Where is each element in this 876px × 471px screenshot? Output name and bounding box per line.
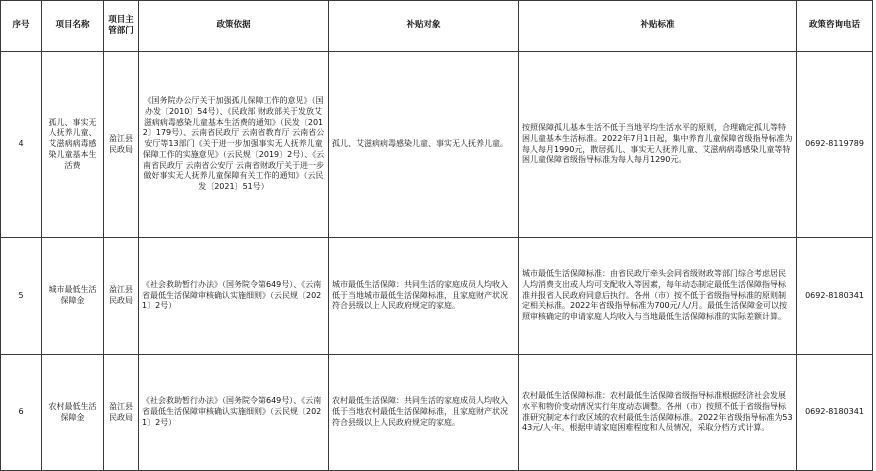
row-policy-basis: 《社会救助暂行办法》（国务院令第649号）、《云南省最低生活保障审核确认实施细则》（云民规〔2021〕2号） [139, 238, 329, 355]
row-department: 盈江县民政局 [104, 52, 139, 238]
row-department: 盈江县民政局 [104, 238, 139, 355]
table-header-row [1, 1, 873, 52]
header-no: 序号 [1, 1, 42, 52]
row-subsidy-standard: 按照保障孤儿基本生活不低于当地平均生活水平的原则，合理确定孤儿等特困儿童基本生活标准。2022年7月1日起，集中养育儿童保障省级指导标准为每人每月1990元，散居孤儿、事实无人抚养儿童、艾滋病病毒感染儿童等特困儿童保障省级指导标准为每人每月1290元。 [519, 52, 797, 238]
header-phone: 政策咨询电话 [797, 1, 873, 52]
header-dept: 项目主管部门 [104, 1, 139, 52]
row-policy-basis: 《国务院办公厅关于加强孤儿保障工作的意见》（国办发〔2010〕54号）、《民政部 财政部关于发放艾滋病病毒感染儿童基本生活费的通知》（民发〔2012〕179号）、云南省民政厅 云南省教育厅 云南省公安厅等13部门《关于进一步加强事实无人抚养儿童保障工作的实施意见》（云民规〔2019〕2号）、《云南省民政厅 云南省公安厅 云南省财政厅关于进一步做好事实无人抚养儿童保障有关工作的通知》（云民发〔2021〕51号） [139, 52, 329, 238]
header-standard: 补贴标准 [519, 1, 797, 52]
row-project-name: 城市最低生活保障金 [42, 238, 104, 355]
row-no: 4 [1, 52, 42, 238]
row-policy-basis: 《社会救助暂行办法》（国务院令第649号）、《云南省最低生活保障审核确认实施细则》（云民规〔2021〕2号） [139, 355, 329, 471]
header-name: 项目名称 [42, 1, 104, 52]
row-subsidy-standard: 农村最低生活保障标准：农村最低生活保障省级指导标准根据经济社会发展水平和物价变动情况实行年度动态调整。各州（市）按照不低于省级指导标准研究制定本行政区域的农村最低生活保障标准。2022年省级指导标准为5343元/人·年。根据申请家庭困难程度和人员情况，采取分档方式计算。 [519, 355, 797, 471]
row-subsidy-target: 农村最低生活保障：共同生活的家庭成员人均收入低于当地农村最低生活保障标准，且家庭财产状况符合县级以上人民政府规定的家庭。 [329, 355, 519, 471]
row-no: 5 [1, 238, 42, 355]
row-subsidy-standard: 城市最低生活保障标准：由省民政厅牵头会同省级财政等部门综合考虑居民人均消费支出或人均可支配收入等因素，每年动态制定最低生活保障指导标准并报省人民政府同意后执行。各州（市）按不低于省级指导标准的原则制定相关标准。2022年省级指导标准为700元/人/月。最低生活保障金可以按照审核确定的申请家庭人均收入与当地最低生活保障标准的实际差额计算。 [519, 238, 797, 355]
row-phone: 0692-8180341 [797, 355, 873, 471]
row-project-name: 孤儿、事实无人抚养儿童、艾滋病病毒感染儿童基本生活费 [42, 52, 104, 238]
table-row [1, 238, 873, 355]
row-subsidy-target: 城市最低生活保障：共同生活的家庭成员人均收入低于当地城市最低生活保障标准，且家庭财产状况符合县级以上人民政府规定的家庭。 [329, 238, 519, 355]
row-subsidy-target: 孤儿、艾滋病病毒感染儿童、事实无人抚养儿童。 [329, 52, 519, 238]
row-phone: 0692-8180341 [797, 238, 873, 355]
row-phone: 0692-8119789 [797, 52, 873, 238]
row-no: 6 [1, 355, 42, 471]
row-project-name: 农村最低生活保障金 [42, 355, 104, 471]
table-row [1, 355, 873, 471]
header-basis: 政策依据 [139, 1, 329, 52]
table-row [1, 52, 873, 238]
row-department: 盈江县民政局 [104, 355, 139, 471]
header-target: 补贴对象 [329, 1, 519, 52]
